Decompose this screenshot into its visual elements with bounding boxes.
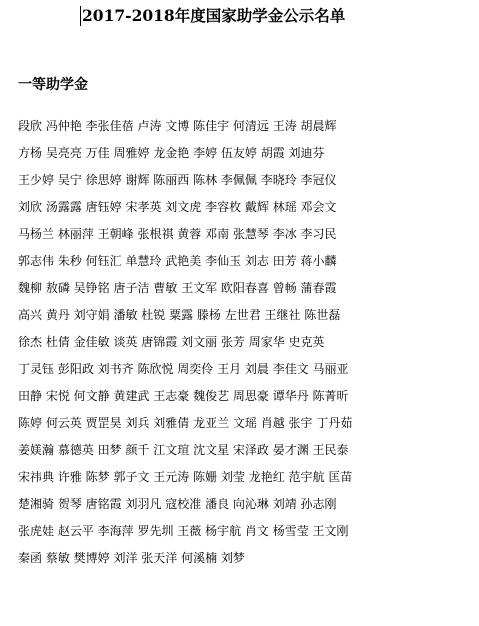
name-row: 姜媄瀚 慕德英 田梦 颜千 江文瑄 沈文星 宋泽政 晏才渊 王民泰 — [18, 443, 349, 457]
name-row: 宋祎典 许雅 陈梦 郭子文 王元涛 陈姗 刘莹 龙艳红 范宇航 匡苗 — [18, 470, 353, 484]
name-row: 高兴 黄丹 刘守娟 潘敏 杜锐 粟露 滕杨 左世君 王继社 陈世磊 — [18, 308, 341, 322]
name-row: 郭志伟 朱秒 何钰汇 单慧玲 武艳美 李仙玉 刘志 田芳 蒋小麟 — [18, 254, 337, 268]
name-list — [18, 117, 473, 576]
name-row: 丁灵钰 彭阳政 刘书齐 陈欣悦 周奕伶 王月 刘晨 李佳文 马丽亚 — [18, 362, 349, 376]
name-row: 刘欣 汤露露 唐钰婷 宋孝英 刘文虎 李容枚 戴辉 林瑶 邓会文 — [18, 200, 337, 214]
section-heading: 一等助学金 — [18, 77, 88, 93]
name-row: 魏柳 敖磷 吴铮铭 唐子洁 曹敏 王文军 欧阳春喜 曾畅 蒲春霞 — [18, 281, 337, 295]
name-row: 楚湘骑 贺琴 唐铭霞 刘羽凡 寇校准 潘良 向沁琳 刘靖 孙志刚 — [18, 497, 337, 511]
name-row: 陈婷 何云英 贾罡昊 刘兵 刘雅倩 龙亚兰 文瑶 肖越 张宇 丁丹茹 — [18, 416, 353, 430]
name-row: 方杨 吴亮亮 万佳 周雅婷 龙金艳 李婷 伍友婷 胡霞 刘迪芬 — [18, 146, 325, 160]
name-row: 徐杰 杜倩 金佳敏 谈英 唐锦霞 刘文丽 张芳 周家华 史克英 — [18, 335, 325, 349]
name-row: 张虎娃 赵云平 李海萍 罗先圳 王薇 杨宇航 肖文 杨雪莹 王文刚 — [18, 524, 349, 538]
name-row: 马杨兰 林丽萍 王朝峰 张根祺 黄蓉 邓南 张慧琴 李冰 李习民 — [18, 227, 337, 241]
document-title: 2017-2018年度国家助学金公示名单 — [82, 6, 346, 25]
name-row: 段欣 冯仲艳 李张佳蓓 卢涛 文博 陈佳宇 何清远 王涛 胡晨辉 — [18, 119, 337, 133]
name-row: 秦函 蔡敏 樊博婷 刘洋 张天洋 何溪楠 刘梦 — [18, 551, 245, 565]
text-cursor — [80, 6, 81, 26]
name-row: 田静 宋悦 何文静 黄建武 王志豪 魏俊艺 周思豪 谭华丹 陈菁昕 — [18, 389, 349, 403]
name-row: 王少婷 吴宁 徐思婷 谢辉 陈丽西 陈林 李佩佩 李晓玲 李冠仪 — [18, 173, 337, 187]
